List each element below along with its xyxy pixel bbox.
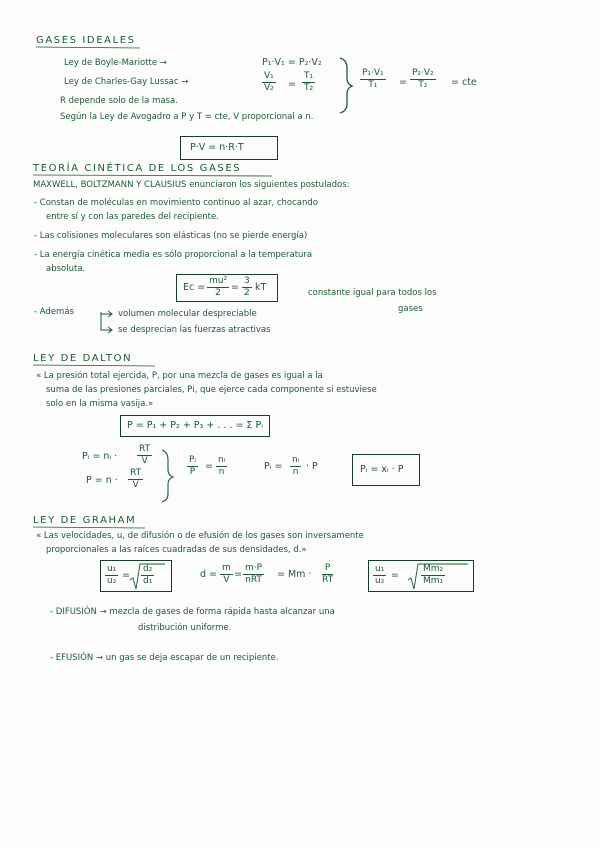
underline-dalton	[33, 365, 155, 366]
pi2-label: Pᵢ =	[264, 461, 283, 472]
density-prt-frac: $\frac{P}{RT}$	[322, 563, 334, 585]
ec-kt: kT	[255, 282, 267, 293]
ec-lhs: Ec =	[183, 282, 206, 293]
brace-dalton-icon	[162, 450, 173, 502]
graham-quote-line2: proporcionales a las raíces cuadradas de sus densidades, d.»	[46, 545, 307, 555]
efusion-line: - EFUSIÓN → un gas se deja escapar de un recipiente.	[50, 653, 279, 663]
graham-equals-2: =	[391, 570, 399, 581]
ademas-item-1: volumen molecular despreciable	[118, 309, 257, 319]
boyle-label: Ley de Boyle-Mariotte →	[64, 58, 167, 68]
density-mv-frac: $\frac{m}{V}$	[222, 563, 231, 585]
graham-box-2	[368, 560, 474, 592]
density-d-eq: d =	[200, 569, 218, 580]
postulado-3-line1: - La energía cinética media es sólo proporcional a la temperatura	[34, 250, 313, 260]
dalton-sum-box	[120, 415, 270, 437]
ratio-n-frac: $\frac{\text{nᵢ}}{n}$	[218, 455, 226, 477]
section-title-teoria: TEORÍA CINÉTICA DE LOS GASES	[33, 163, 242, 174]
p-label: P = n ·	[86, 475, 118, 486]
graham-equals-1: =	[122, 570, 130, 581]
ratio-equals: =	[205, 461, 213, 472]
teoria-authors: MAXWELL, BOLTZMANN Y CLAUSIUS enunciaron los siguientes postulados:	[33, 180, 350, 190]
dalton-quote-line2: suma de las presiones parciales, Pi, que ejerce cada componente si estuviese	[46, 385, 377, 395]
ec-frac: $\frac{\text{mu²}}{2}$	[209, 276, 228, 298]
ec-k-frac: $\frac{3}{2}$	[244, 276, 250, 298]
dalton-quote-line3: solo en la misma vasija.»	[46, 399, 154, 409]
ademas-arrow-icon	[101, 311, 112, 333]
note-masa: R depende solo de la masa.	[60, 96, 178, 106]
density-mp-frac: m·P nRT	[245, 563, 263, 585]
dalton-quote-line1: « La presión total ejercida, P, por una mezcla de gases es igual a la	[36, 371, 323, 381]
ideal-gas-box	[180, 136, 278, 160]
boyle-equation: P₁·V₁ = P₂·V₂	[262, 57, 322, 68]
ademas-label: - Además	[34, 307, 74, 317]
difusion-line1: - DIFUSIÓN → mezcla de gases de forma rápida hasta alcanzar una	[50, 607, 335, 617]
constant-note-line1: constante igual para todos los	[308, 288, 437, 298]
pi2-tail: · P	[306, 461, 318, 472]
charles-frac-t: $\frac{\text{T₁}}{\text{T₂}}$	[304, 71, 314, 93]
combined-tail: = cte	[451, 77, 477, 88]
constant-note-line2: gases	[398, 304, 423, 314]
ec-tail: =	[231, 282, 239, 293]
graham-box-1	[100, 560, 172, 592]
postulado-3-line2: absoluta.	[46, 264, 86, 274]
ratio-p-frac: $\frac{\text{Pᵢ}}{P}$	[189, 455, 197, 477]
partial-pressure-box	[352, 454, 420, 486]
combined-equals: =	[399, 77, 407, 88]
ademas-item-2: se desprecian las fuerzas atractivas	[118, 325, 271, 335]
graham-u-frac-2: $\frac{\text{u₁}}{\text{u₂}}$	[375, 564, 385, 586]
pi-label: Pᵢ = nᵢ ·	[82, 451, 118, 462]
section-title-dalton: LEY DE DALTON	[33, 353, 133, 364]
ideal-gas-equation: P·V = n·R·T	[190, 142, 244, 153]
density-eq3: = Mm ·	[277, 569, 312, 580]
kinetic-energy-box	[176, 274, 278, 302]
partial-pressure-equation: Pᵢ = xᵢ · P	[360, 464, 404, 475]
underline-gases	[36, 47, 140, 48]
underline-teoria	[33, 175, 272, 176]
postulado-1-line2: entre sí y con las paredes del recipiente.	[46, 212, 219, 222]
section-title-graham: LEY DE GRAHAM	[33, 515, 137, 526]
charles-equals: =	[288, 79, 296, 90]
postulado-2: - Las colisiones moleculares son elásticas (no se pierde energía)	[34, 231, 308, 241]
charles-label: Ley de Charles-Gay Lussac →	[64, 77, 189, 87]
brace-icon	[340, 58, 352, 113]
pi-frac: $\frac{RT}{V}$	[139, 444, 151, 466]
difusion-line2: distribución uniforme.	[138, 623, 232, 633]
charles-frac-v: $\frac{\text{V₁}}{\text{V₂}}$	[264, 71, 274, 93]
combined-frac-1: $\frac{\text{P₁·V₁}}{\text{T₁}}$	[362, 68, 384, 90]
note-avogadro: Según la Ley de Avogadro a P y T = cte, V proporcional a n.	[60, 112, 314, 122]
dalton-sum-equation: P = P₁ + P₂ + P₃ + . . . = Σ Pᵢ	[127, 420, 263, 431]
pi2-frac: $\frac{\text{nᵢ}}{n}$	[292, 455, 300, 477]
graham-u-frac: $\frac{\text{u₁}}{\text{u₂}}$	[107, 564, 117, 586]
postulado-1-line1: - Constan de moléculas en movimiento continuo al azar, chocando	[34, 198, 319, 208]
graham-d-frac: $\frac{\text{d₂}}{\text{d₁}}$	[143, 564, 153, 586]
combined-frac-2: $\frac{\text{P₂·V₂}}{\text{T₂}}$	[412, 68, 434, 90]
graham-quote-line1: « Las velocidades, u, de difusión o de efusión de los gases son inversamente	[36, 531, 364, 541]
underline-graham	[33, 527, 145, 528]
graham-mm-frac: $\frac{\text{Mm₂}}{\text{Mm₁}}$	[423, 564, 444, 586]
p-frac: $\frac{RT}{V}$	[130, 468, 142, 490]
density-eq2: =	[234, 569, 242, 580]
section-title-gases-ideales: GASES IDEALES	[36, 35, 136, 46]
